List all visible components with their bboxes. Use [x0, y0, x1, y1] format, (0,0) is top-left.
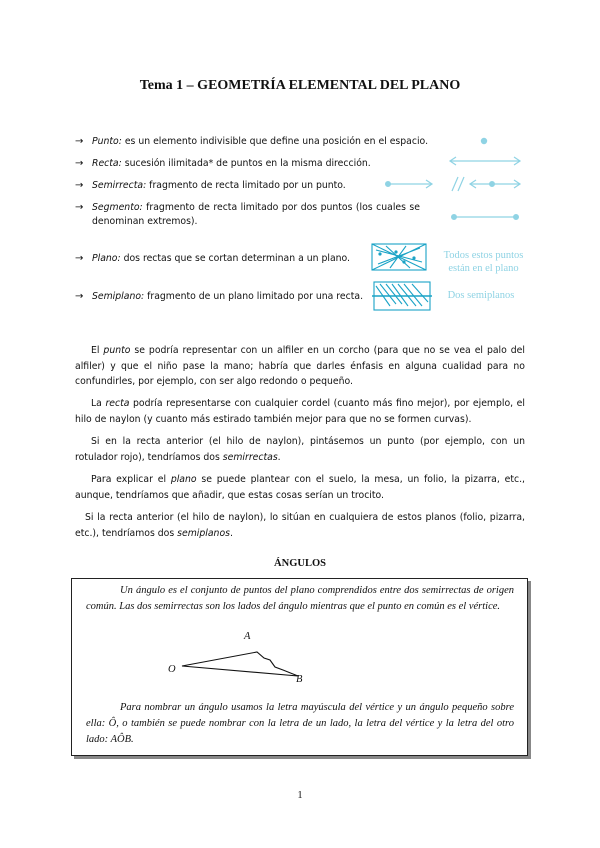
definition-recta: [75, 157, 430, 171]
term-punto: Punto:: [92, 136, 122, 147]
paragraph-plano: [75, 472, 525, 503]
angle-naming-text: Para nombrar un ángulo usamos la letra mayúscula del vértice y un ángulo pequeño sobre ella: Ô, o también se puede nombrar con la letra de un lado, la letra del vértice y la letra del otro lado: AÔB.: [86, 702, 514, 745]
section-title-angulos: ÁNGULOS: [274, 558, 326, 569]
paragraph-text: Si la recta anterior (el hilo de naylon), lo sitúan en cualquiera de estos planos (folio, pizarra, etc.), tendríamos dos: [75, 512, 525, 539]
arrow-icon: →: [75, 136, 84, 147]
point-figure: [481, 138, 486, 143]
term-semiplano: Semiplano:: [92, 291, 145, 302]
semiplane-note: Dos semiplanos: [447, 290, 515, 301]
page-number: 1: [297, 790, 303, 801]
arrow-icon: →: [75, 180, 84, 191]
paragraph-text: .: [229, 527, 233, 539]
plane-note: Todos estos puntos están en el plano: [443, 250, 524, 274]
angle-diagram: [172, 634, 312, 684]
definition-text: fragmento de recta limitado por un punto.: [146, 180, 346, 191]
paragraph-text: Si en la recta anterior (el hilo de naylon), pintásemos un punto (por ejemplo, con un rotulador rojo), tendríamos dos: [75, 436, 525, 463]
arrow-icon: →: [75, 291, 84, 302]
point-label-o: O: [168, 664, 176, 675]
paragraph-text: El: [91, 345, 104, 356]
paragraph-recta: [75, 396, 525, 427]
definition-segmento: [75, 201, 420, 229]
point-label-b: B: [296, 674, 303, 685]
paragraph-emphasis: punto: [103, 345, 131, 356]
term-segmento: Segmento:: [92, 202, 143, 213]
term-semirrecta: Semirrecta:: [92, 180, 147, 191]
paragraph-text: se puede plantear con el suelo, la mesa, un folio, la pizarra, etc., aunque, tendríamos que añadir, que estas cosas serían un trocito.: [75, 474, 525, 501]
term-recta: Recta:: [92, 158, 122, 169]
definition-text: fragmento de un plano limitado por una recta.: [144, 291, 364, 302]
paragraph-emphasis: plano: [170, 474, 197, 485]
segment-figure: [452, 215, 519, 220]
definition-text: sucesión ilimitada* de puntos en la misma dirección.: [121, 158, 371, 169]
paragraph-text: Para explicar el: [91, 474, 171, 485]
ray-figure: [380, 174, 530, 194]
point-label-a: A: [244, 631, 251, 642]
paragraph-punto: [75, 343, 525, 390]
semiplane-figure: [372, 280, 434, 312]
paragraph-semirrecta: [75, 434, 525, 465]
definition-text: es un elemento indivisible que define una posición en el espacio.: [121, 136, 429, 147]
paragraph-text: se podría representar con un alfiler en un corcho (para que no se vea el palo del alfiler) y que el niño pase la mano; habría que darles énfasis en alguna cualidad para no confundirles, por ejemplo, con ser algo redondo o pequeño.: [75, 345, 525, 387]
definition-text: fragmento de recta limitado por dos puntos (los cuales se denominan extremos).: [92, 202, 420, 227]
definition-punto: [75, 135, 430, 149]
plane-figure: [366, 240, 432, 274]
paragraph-text: .: [277, 451, 281, 463]
definition-semirrecta: [75, 179, 430, 193]
angle-definition-text: Un ángulo es el conjunto de puntos del plano comprendidos entre dos semirrectas de origen común. Las dos semirrectas son los lados del ángulo mientras que el punto en común es el vértice.: [86, 585, 514, 612]
page-title: Tema 1 – GEOMETRÍA ELEMENTAL DEL PLANO: [139, 78, 461, 93]
angle-definition-box: [71, 578, 528, 756]
arrow-icon: →: [75, 158, 84, 169]
term-plano: Plano:: [92, 253, 121, 264]
paragraph-emphasis: recta: [105, 398, 130, 409]
paragraph-semiplano: [75, 510, 525, 541]
line-figure: [450, 157, 520, 165]
arrow-icon: →: [75, 253, 84, 264]
paragraph-emphasis: semirrectas: [222, 451, 278, 463]
paragraph-emphasis: semiplanos: [177, 527, 230, 539]
arrow-icon: →: [75, 202, 84, 213]
definition-text: dos rectas que se cortan determinan a un plano.: [120, 253, 351, 264]
paragraph-text: podría representarse con cualquier cordel (cuanto más fino mejor), por ejemplo, el hilo de naylon (y cuanto más estirado también mejor para que no se formen curvas).: [75, 398, 525, 425]
paragraph-text: La: [91, 398, 106, 409]
